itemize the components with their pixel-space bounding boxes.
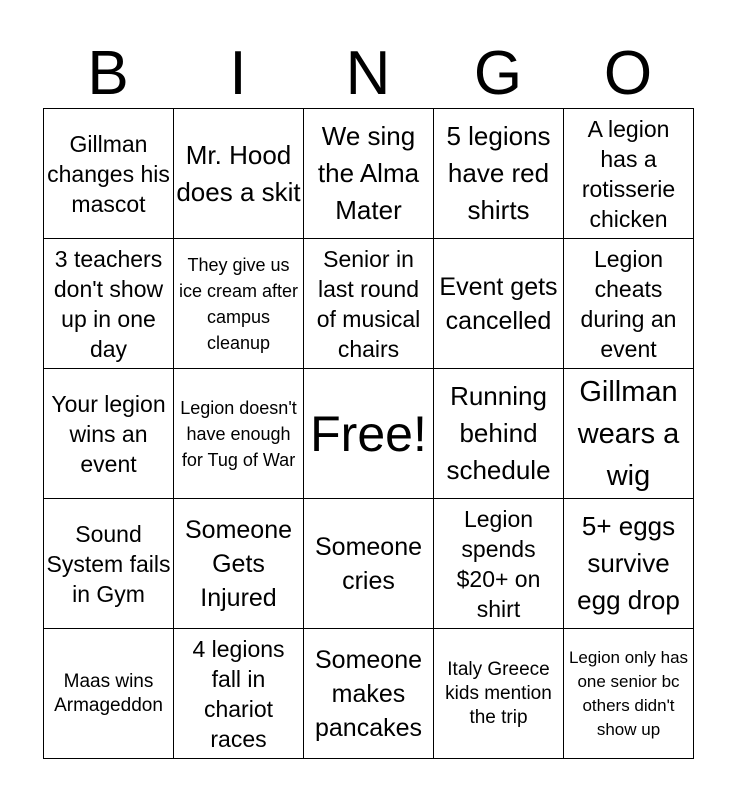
bingo-cell[interactable]: [434, 239, 564, 369]
cell-text: 3 teachers don't show up in one day: [53, 245, 164, 362]
bingo-cell[interactable]: [174, 499, 304, 629]
bingo-cell[interactable]: [434, 499, 564, 629]
cell-text: Gillman changes his mascot: [47, 130, 170, 217]
bingo-cell[interactable]: [434, 629, 564, 759]
cell-text: Your legion wins an event: [51, 390, 166, 477]
cell-text: We sing the Alma Mater: [317, 121, 420, 225]
cell-text: Sound System fails in Gym: [46, 520, 171, 607]
cell-text: Legion only has one senior bc others didn't show up: [568, 647, 689, 739]
cell-text: Mr. Hood does a skit: [176, 139, 301, 207]
bingo-cell[interactable]: [44, 109, 174, 239]
bingo-cell[interactable]: [174, 629, 304, 759]
bingo-cell[interactable]: [44, 499, 174, 629]
header-letter-n: N: [345, 39, 391, 108]
cell-text: Legion cheats during an event: [580, 245, 677, 362]
cell-text: Free!: [310, 405, 427, 462]
cell-text: Someone cries: [314, 532, 423, 595]
bingo-cell[interactable]: [564, 109, 694, 239]
cell-text: They give us ice cream after campus cleanup: [178, 254, 299, 353]
bingo-cell[interactable]: [304, 499, 434, 629]
cell-text: Legion spends $20+ on shirt: [456, 505, 541, 622]
cell-text: 4 legions fall in chariot races: [192, 635, 285, 752]
bingo-cell[interactable]: [304, 629, 434, 759]
cell-text: 5+ eggs survive egg drop: [577, 511, 680, 615]
bingo-cell[interactable]: [44, 239, 174, 369]
cell-text: Legion doesn't have enough for Tug of War: [180, 397, 297, 470]
bingo-cell[interactable]: [434, 109, 564, 239]
cell-text: Maas wins Armageddon: [54, 670, 163, 716]
header-letter-g: G: [473, 39, 523, 108]
bingo-cell[interactable]: [44, 629, 174, 759]
bingo-cell[interactable]: [564, 369, 694, 499]
header-letter-i: I: [229, 39, 247, 108]
bingo-board: [43, 108, 694, 759]
cell-text: Italy Greece kids mention the trip: [445, 658, 552, 728]
bingo-cell[interactable]: [174, 109, 304, 239]
bingo-cell[interactable]: [434, 369, 564, 499]
bingo-cell[interactable]: [564, 629, 694, 759]
bingo-cell[interactable]: [304, 239, 434, 369]
free-cell[interactable]: [304, 369, 434, 499]
bingo-cell[interactable]: [174, 369, 304, 499]
cell-text: Running behind schedule: [446, 381, 551, 485]
bingo-header: [43, 40, 693, 108]
cell-text: Someone makes pancakes: [314, 645, 423, 742]
cell-text: Gillman wears a wig: [577, 375, 680, 492]
bingo-cell[interactable]: [304, 109, 434, 239]
bingo-cell[interactable]: [564, 239, 694, 369]
cell-text: A legion has a rotisserie chicken: [581, 115, 676, 232]
bingo-cell[interactable]: [174, 239, 304, 369]
bingo-cell[interactable]: [564, 499, 694, 629]
cell-text: Someone Gets Injured: [184, 515, 293, 612]
cell-text: Senior in last round of musical chairs: [316, 245, 421, 362]
header-letter-b: B: [87, 39, 129, 108]
cell-text: 5 legions have red shirts: [446, 121, 551, 225]
cell-text: Event gets cancelled: [439, 272, 558, 335]
bingo-cell[interactable]: [44, 369, 174, 499]
header-letter-o: O: [603, 39, 653, 108]
